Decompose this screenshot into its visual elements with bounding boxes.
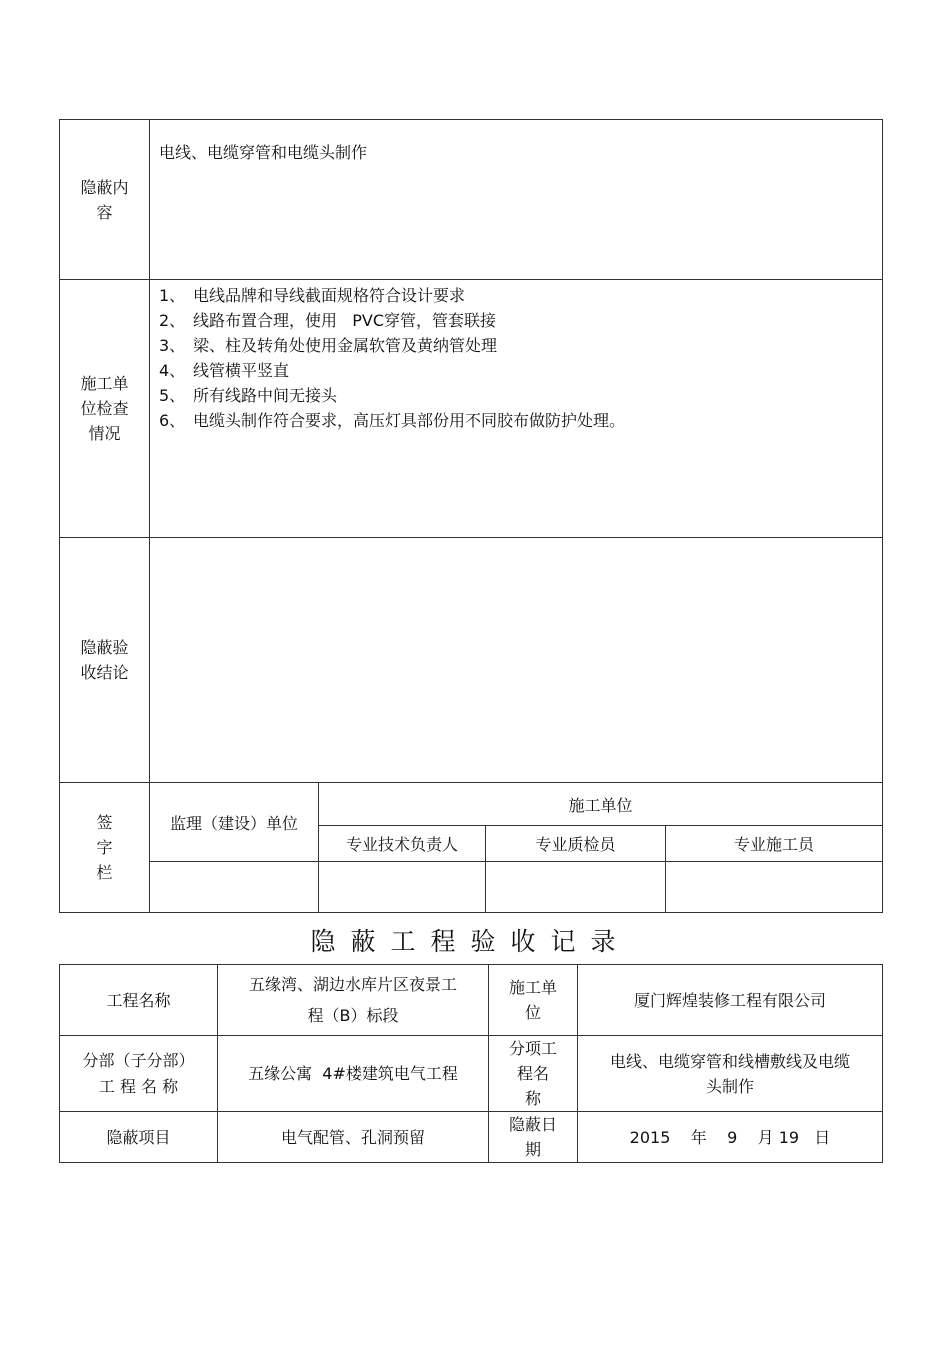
- construction-unit-value: 厦门辉煌装修工程有限公司: [578, 965, 883, 1036]
- unit-check-content: [150, 280, 883, 538]
- subdivision-label: 分部（子分部） 工 程 名 称: [60, 1036, 218, 1112]
- quality-inspector-signature-cell: [486, 862, 666, 913]
- hidden-item-label: 隐蔽项目: [60, 1112, 218, 1163]
- check-item: [159, 333, 882, 358]
- hidden-content-label: 隐蔽内 容: [60, 120, 150, 280]
- conclusion-label: 隐蔽验 收结论: [60, 538, 150, 783]
- check-number: 1、: [159, 286, 186, 305]
- project-name-value: 五缘湾、湖边水库片区夜景工 程（B）标段: [218, 965, 489, 1036]
- check-text: 电缆头制作符合要求，高压灯具部份用不同胶布做防护处理。: [193, 411, 626, 430]
- check-item: [159, 308, 882, 333]
- check-text: 所有线路中间无接头: [193, 386, 338, 405]
- conclusion-row: [60, 538, 883, 783]
- signature-blank-row: [60, 862, 883, 913]
- subdivision-row: [60, 1036, 883, 1112]
- unit-check-label: 施工单 位检查 情况: [60, 280, 150, 538]
- hidden-date-value: 2015 年 9 月 19 日: [578, 1112, 883, 1163]
- subdivision-value: 五缘公寓 4#楼建筑电气工程: [218, 1036, 489, 1112]
- check-item: [159, 283, 882, 308]
- check-item: [159, 383, 882, 408]
- unit-check-row: [60, 280, 883, 538]
- tech-lead-label: 专业技术负责人: [319, 826, 486, 862]
- project-name-label: 工程名称: [60, 965, 218, 1036]
- signature-label: 签 字 栏: [60, 783, 150, 913]
- record-info-table: [59, 964, 883, 1163]
- check-list: [150, 280, 882, 433]
- check-text: 线路布置合理，使用 PVC穿管，管套联接: [193, 311, 497, 330]
- hidden-content-value: 电线、电缆穿管和电缆头制作: [150, 120, 883, 280]
- quality-inspector-label: 专业质检员: [486, 826, 666, 862]
- check-number: 3、: [159, 336, 186, 355]
- check-item: [159, 408, 882, 433]
- tech-lead-signature-cell: [319, 862, 486, 913]
- hidden-content-row: [60, 120, 883, 280]
- construction-unit-header: 施工单位: [319, 783, 883, 826]
- signature-header-row: [60, 783, 883, 826]
- record-title: 隐蔽工程验收记录: [310, 927, 631, 956]
- subitem-value: 电线、电缆穿管和线槽敷线及电缆 头制作: [578, 1036, 883, 1112]
- check-text: 电线品牌和导线截面规格符合设计要求: [193, 286, 466, 305]
- project-row: [60, 965, 883, 1036]
- conclusion-value: [150, 538, 883, 783]
- construction-unit-label: 施工单 位: [489, 965, 578, 1036]
- check-number: 4、: [159, 361, 186, 380]
- check-text: 线管横平竖直: [193, 361, 290, 380]
- hidden-date-label: 隐蔽日 期: [489, 1112, 578, 1163]
- supervisor-signature-cell: [150, 862, 319, 913]
- inspection-table: [59, 119, 883, 913]
- supervisor-unit-label: 监理（建设）单位: [150, 783, 319, 862]
- check-number: 2、: [159, 311, 186, 330]
- check-number: 5、: [159, 386, 186, 405]
- check-text: 梁、柱及转角处使用金属软管及黄纳管处理: [193, 336, 498, 355]
- subitem-label: 分项工 程名 称: [489, 1036, 578, 1112]
- hidden-item-row: [60, 1112, 883, 1163]
- check-number: 6、: [159, 411, 186, 430]
- check-item: [159, 358, 882, 383]
- constructor-label: 专业施工员: [666, 826, 883, 862]
- constructor-signature-cell: [666, 862, 883, 913]
- hidden-item-value: 电气配管、孔洞预留: [218, 1112, 489, 1163]
